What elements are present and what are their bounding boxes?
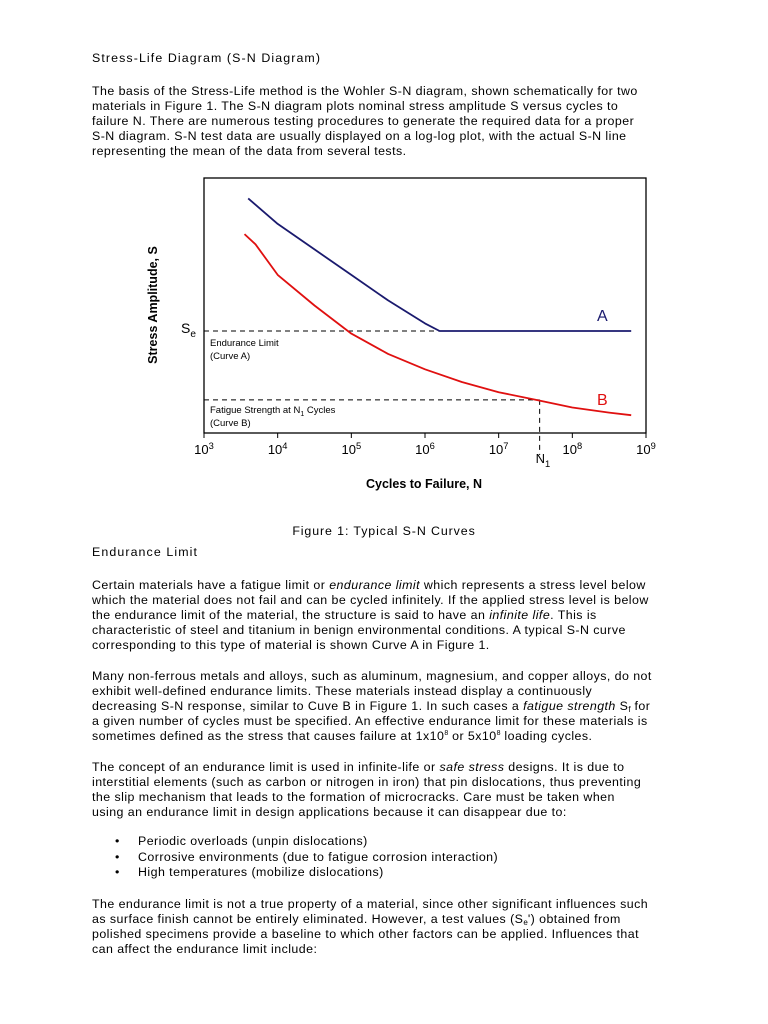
paragraph-line: as surface finish cannot be entirely eliminated. However, a test values $(S_e')$ obtained from [92, 912, 621, 927]
curve-b-label: B [596, 392, 608, 410]
paragraph-line: polished specimens provide a baseline to which other factors can be applied. Influences that [92, 927, 639, 941]
intro-line: materials in Figure 1. The S-N diagram plots nominal stress amplitude S versus cycles to [92, 99, 619, 113]
paragraph-line: Certain materials have a fatigue limit or endurance limit which represents a stress level below [92, 578, 646, 592]
intro-line: S-N diagram. S-N test data are usually displayed on a log-log plot, with the actual S-N line [92, 129, 627, 143]
section-heading-stress-life: Stress-Life Diagram (S-N Diagram) [92, 51, 322, 65]
paragraph-line: exhibit well-defined endurance limits. These materials instead display a continuously [92, 684, 593, 698]
list-item: • Periodic overloads (unpin dislocations) [92, 834, 498, 850]
list-item: • High temperatures (mobilize dislocations) [92, 865, 498, 881]
plot-frame [204, 178, 646, 433]
paragraph-line: the slip mechanism that leads to the formation of microcracks. Care must be taken when [92, 790, 615, 804]
list-item: • Corrosive environments (due to fatigue corrosion interaction) [92, 850, 498, 866]
figure-caption: Figure 1: Typical S-N Curves [292, 524, 476, 539]
paragraph-line: which the material does not fail and can be cycled infinitely. If the applied stress level is below [92, 593, 649, 607]
paragraph-line: a given number of cycles must be specified. An effective endurance limit for these materials is [92, 714, 648, 728]
x-tick-label: $10^3$ [194, 441, 214, 457]
y-axis-label: Stress Amplitude, S [146, 246, 160, 364]
paragraph-line: decreasing S-N response, similar to Cuve B in Figure 1. In such cases a fatigue strength $S_f$ for [92, 699, 651, 714]
endurance-limit-label: (Curve A) [210, 351, 251, 362]
paragraph-line: corresponding to this type of material is shown Curve A in Figure 1. [92, 638, 490, 652]
x-tick-label: $10^7$ [488, 441, 509, 457]
x-tick-label: $10^9$ [636, 441, 656, 457]
paragraph-line: the endurance limit of the material, the structure is said to have an infinite life. This is [92, 608, 597, 622]
sn-diagram-figure [140, 168, 660, 498]
paragraph-line: interstitial elements (such as carbon or nitrogen in iron) that pin dislocations, thus preventing [92, 775, 642, 789]
paragraph-line: The concept of an endurance limit is used in infinite-life or safe stress designs. It is due to [92, 760, 625, 774]
x-tick-label: $10^5$ [341, 441, 362, 457]
paragraph-line: The endurance limit is not a true property of a material, since other significant influences such [92, 897, 649, 911]
intro-line: failure N. There are numerous testing procedures to generate the required data for a proper [92, 114, 635, 128]
se-label: $S_e$ [181, 320, 196, 340]
intro-line: The basis of the Stress-Life method is the Wohler S-N diagram, shown schematically for two [92, 84, 638, 98]
x-axis-ticks [194, 433, 656, 457]
paragraph-line: using an endurance limit in design applications because it can disappear due to: [92, 805, 567, 819]
x-tick-label: $10^4$ [267, 441, 288, 457]
n1-label: $N_1$ [535, 451, 551, 469]
curve-a-label: A [596, 308, 608, 325]
disappearance-causes-list [92, 834, 498, 881]
paragraph-line: characteristic of steel and titanium in benign environmental conditions. A typical S-N curve [92, 623, 626, 637]
paragraph-line: sometimes defined as the stress that causes failure at $1x10^8$ or $5x10^8$ loading cycles. [92, 729, 593, 743]
paragraph-line: can affect the endurance limit include: [92, 942, 318, 956]
section-heading-endurance-limit: Endurance Limit [92, 545, 199, 559]
x-tick-label: $10^6$ [415, 441, 435, 457]
x-axis-label: Cycles to Failure, N [365, 477, 483, 491]
fatigue-strength-label: Fatigue Strength at $N_1$ Cycles [210, 404, 336, 418]
intro-line: representing the mean of the data from several tests. [92, 144, 407, 158]
fatigue-strength-label: (Curve B) [210, 417, 251, 429]
paragraph-line: Many non-ferrous metals and alloys, such as aluminum, magnesium, and copper alloys, do not [92, 669, 652, 683]
endurance-limit-label: Endurance Limit [210, 338, 279, 349]
x-tick-label: $10^8$ [562, 441, 583, 457]
